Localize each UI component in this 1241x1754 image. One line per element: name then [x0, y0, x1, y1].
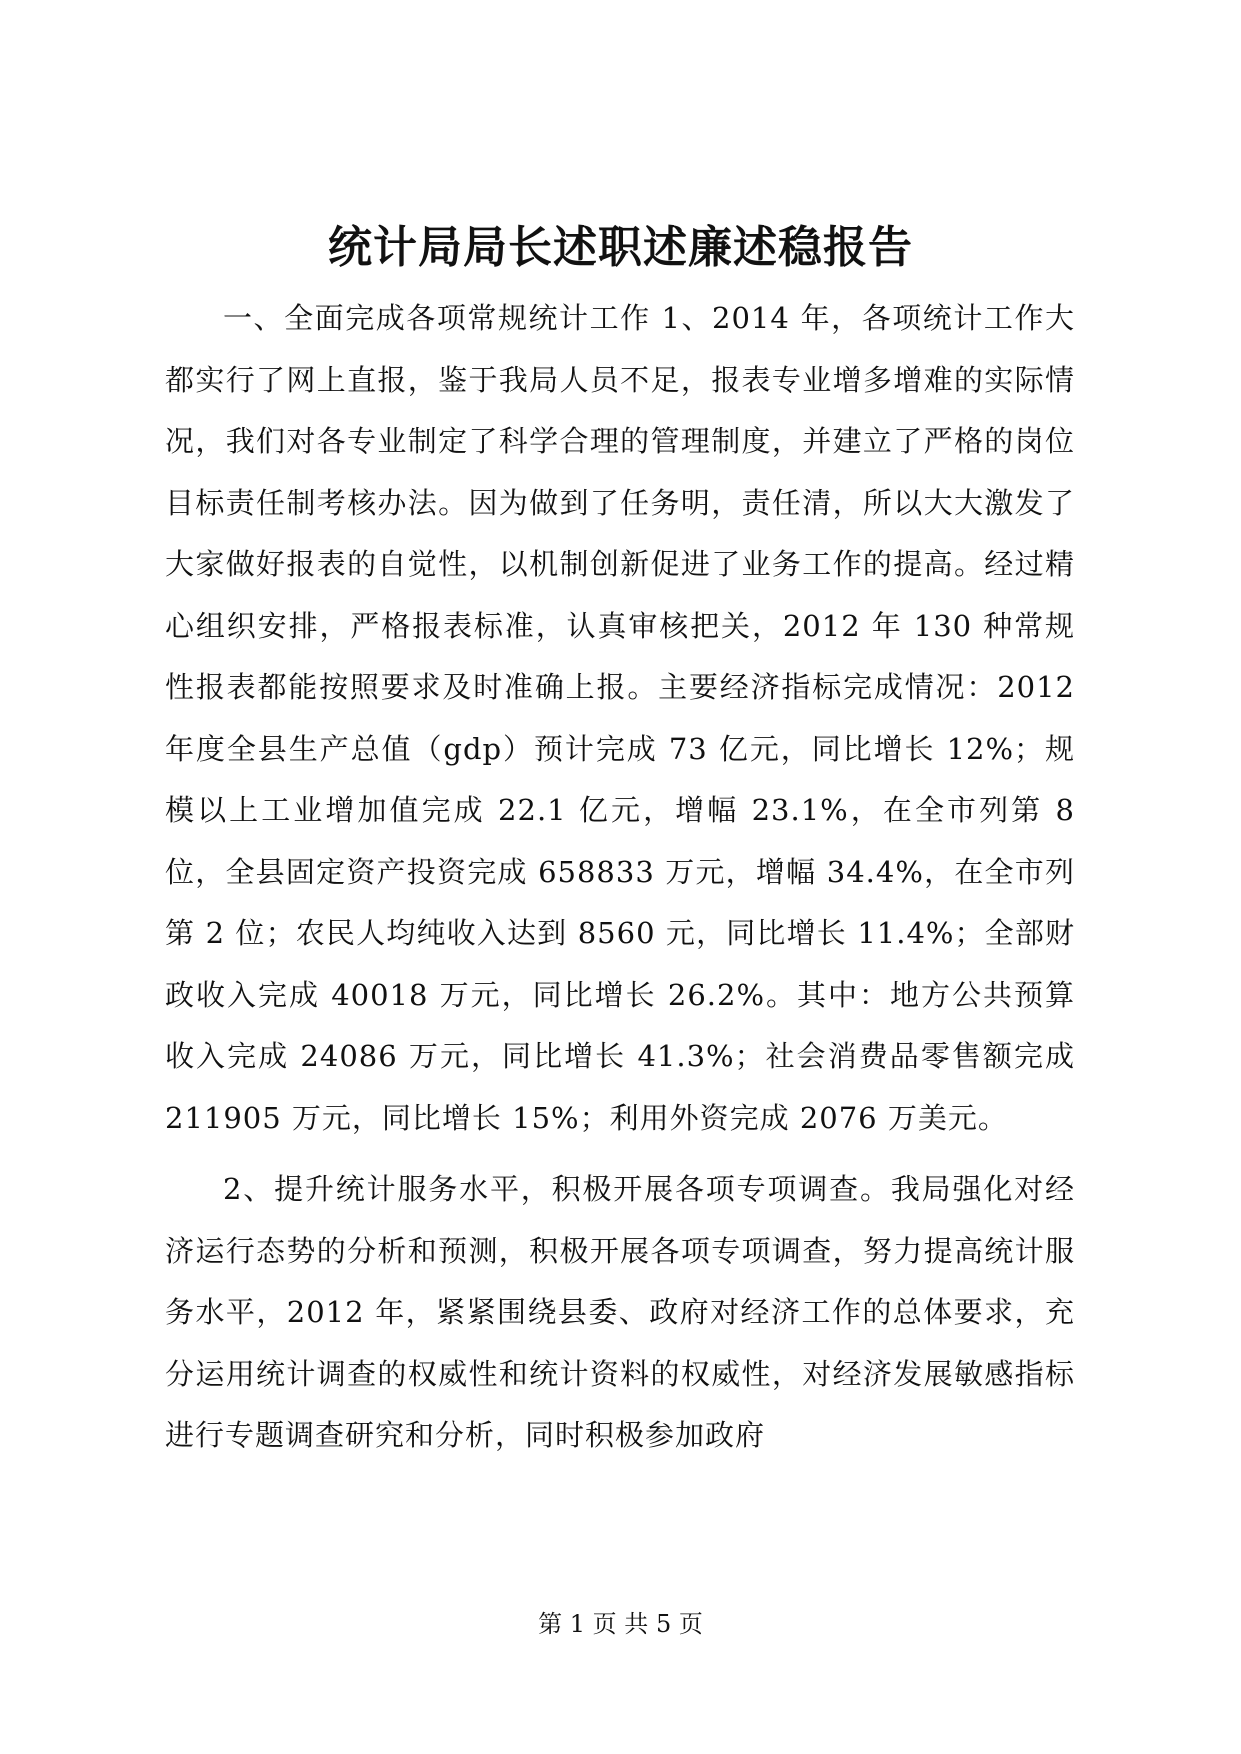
page-footer-label: 第 1 页 共 5 页 — [538, 1610, 703, 1638]
document-body — [165, 288, 1075, 1467]
body-paragraph-2: 2、提升统计服务水平，积极开展各项专项调查。我局强化对经济运行态势的分析和预测，积极开展各项专项调查，努力提高统计服务水平，2012 年，紧紧围绕县委、政府对经济工作的总体要求，充分运用统计调查的权威性和统计资料的权威性，对经济发展敏感指标进行专题调查研究和分析，同时积极参加政府 — [165, 1172, 1075, 1452]
document-title: 统计局局长述职述廉述稳报告 — [328, 222, 913, 273]
body-paragraph-1: 一、全面完成各项常规统计工作 1、2014 年，各项统计工作大都实行了网上直报，鉴于我局人员不足，报表专业增多增难的实际情况，我们对各专业制定了科学合理的管理制度，并建立了严格的岗位目标责任制考核办法。因为做到了任务明，责任清，所以大大激发了大家做好报表的自觉性，以机制创新促进了业务工作的提高。经过精心组织安排，严格报表标准，认真审核把关，2012 年 130 种常规性报表都能按照要求及时准确上报。主要经济指标完成情况：2012 年度全县生产总值（gdp）预计完成 73 亿元，同比增长 12%；规模以上工业增加值完成 22.1 亿元，增幅 23.1%，在全市列第 8 位，全县固定资产投资完成 658833 万元，增幅 34.4%，在全市列第 2 位；农民人均纯收入达到 8560 元，同比增长 11.4%；全部财政收入完成 40018 万元，同比增长 26.2%。其中：地方公共预算收入完成 24086 万元，同比增长 41.3%；社会消费品零售额完成 211905 万元，同比增长 15%；利用外资完成 2076 万美元。 — [165, 301, 1075, 1135]
